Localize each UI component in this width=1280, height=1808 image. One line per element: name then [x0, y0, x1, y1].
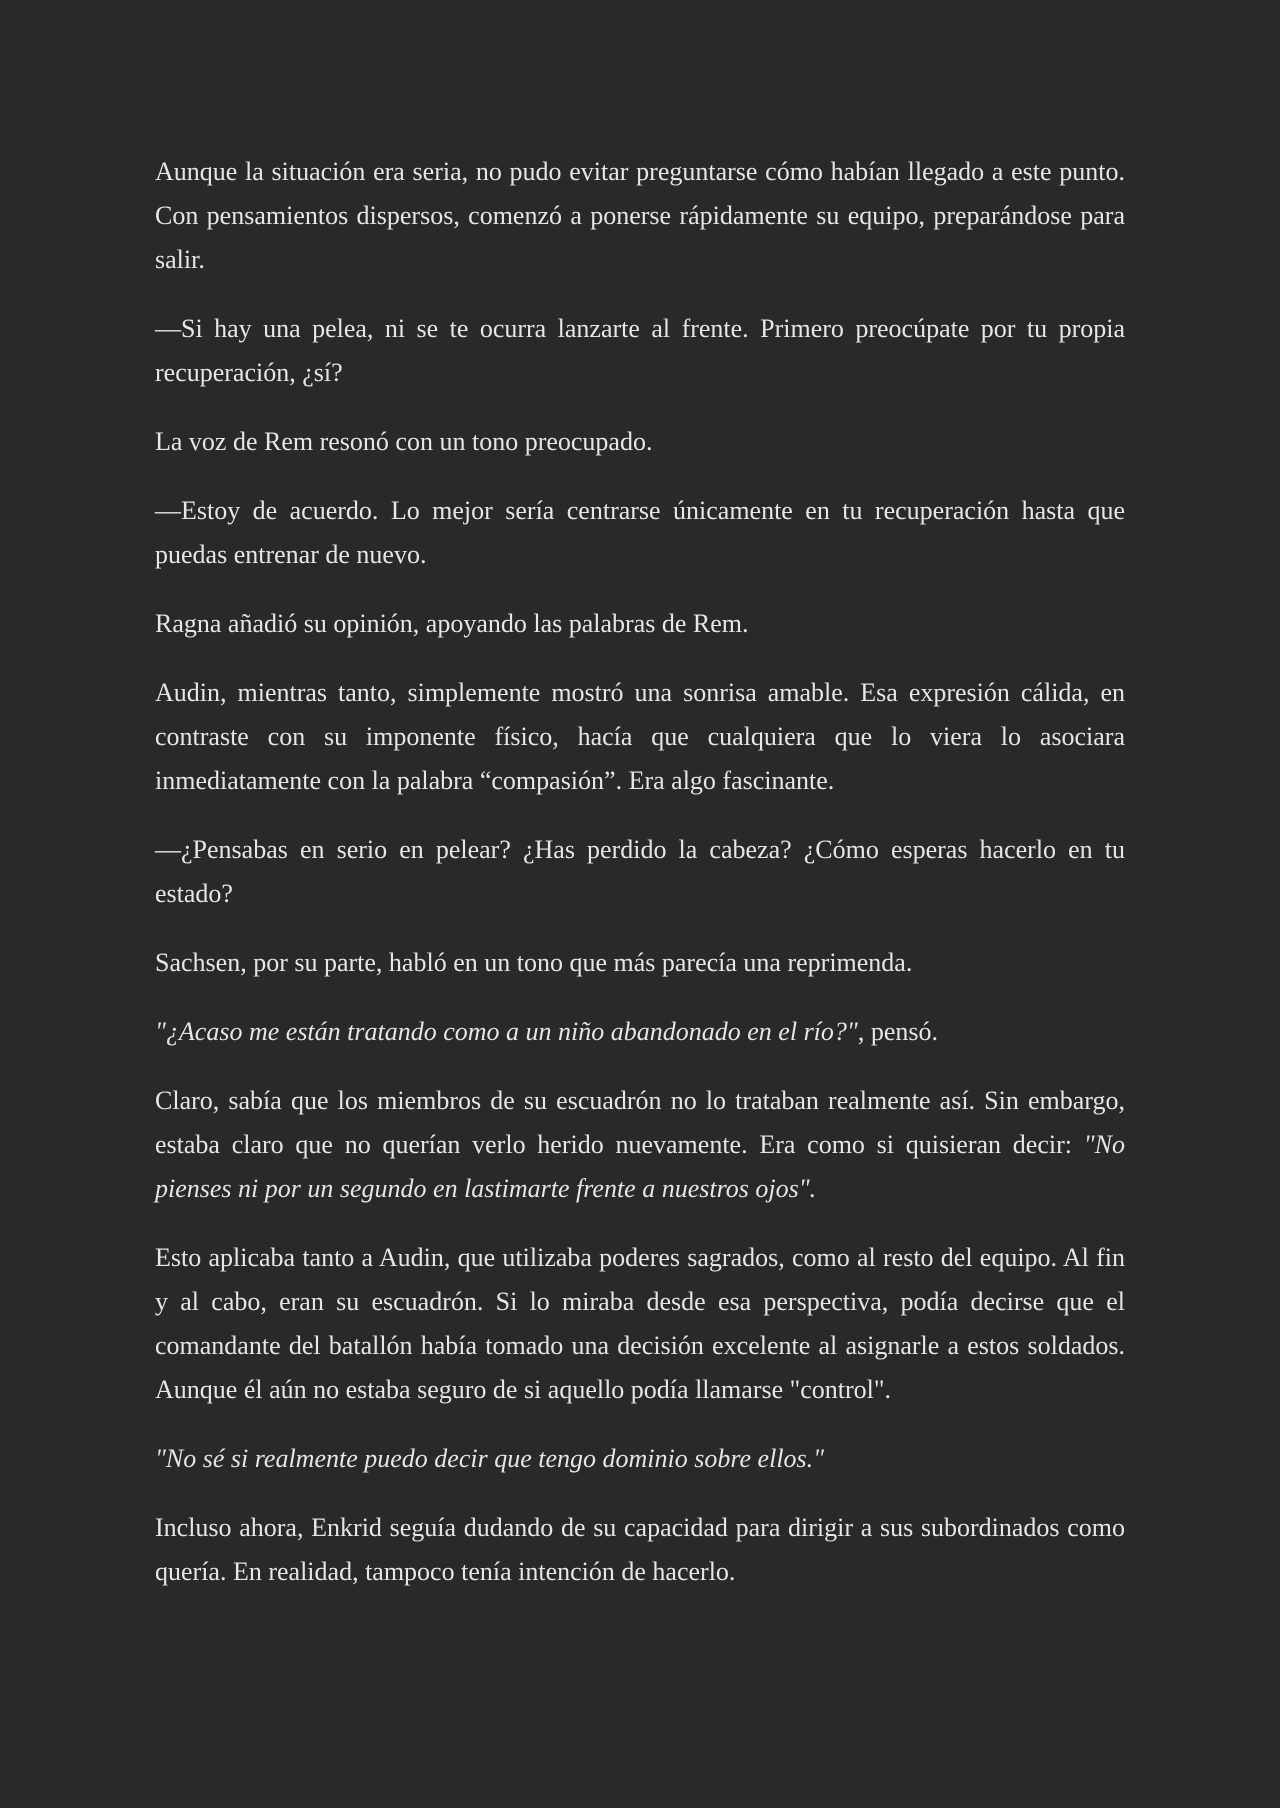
- thought-text: "No pienses ni por un segundo en lastimarte frente a nuestros ojos".: [155, 1130, 1125, 1203]
- paragraph-tail: , pensó.: [857, 1017, 938, 1046]
- paragraph: Aunque la situación era seria, no pudo evitar preguntarse cómo habían llegado a este punto. Con pensamientos dispersos, comenzó a ponerse rápidamente su equipo, preparándose para salir.: [155, 157, 1125, 274]
- paragraph: [155, 1010, 1125, 1054]
- chapter-text: [155, 150, 1125, 1594]
- paragraph: Ragna añadió su opinión, apoyando las palabras de Rem.: [155, 609, 749, 638]
- paragraph: [155, 1437, 1125, 1481]
- paragraph: Esto aplicaba tanto a Audin, que utilizaba poderes sagrados, como al resto del equipo. Al fin y al cabo, eran su escuadrón. Si lo miraba desde esa perspectiva, podía decirse que el comandante del batallón había tomado una decisión excelente al asignarle a estos soldados. Aunque él aún no estaba seguro de si aquello podía llamarse "control".: [155, 1243, 1125, 1404]
- paragraph: [155, 1079, 1125, 1211]
- paragraph: Sachsen, por su parte, habló en un tono que más parecía una reprimenda.: [155, 948, 913, 977]
- paragraph: Audin, mientras tanto, simplemente mostró una sonrisa amable. Esa expresión cálida, en contraste con su imponente físico, hacía que cualquiera que lo viera lo asociara inmediatamente con la palabra “compasión”. Era algo fascinante.: [155, 678, 1125, 795]
- paragraph: —Si hay una pelea, ni se te ocurra lanzarte al frente. Primero preocúpate por tu propia recuperación, ¿sí?: [155, 314, 1125, 387]
- thought-text: "No sé si realmente puedo decir que tengo dominio sobre ellos.": [155, 1444, 825, 1473]
- thought-text: "¿Acaso me están tratando como a un niño abandonado en el río?": [155, 1017, 858, 1046]
- paragraph-lead: Claro, sabía que los miembros de su escuadrón no lo trataban realmente así. Sin embargo, estaba claro que no querían verlo herido nuevamente. Era como si quisieran decir:: [155, 1086, 1125, 1159]
- paragraph: Incluso ahora, Enkrid seguía dudando de su capacidad para dirigir a sus subordinados como quería. En realidad, tampoco tenía intención de hacerlo.: [155, 1513, 1125, 1586]
- paragraph: —Estoy de acuerdo. Lo mejor sería centrarse únicamente en tu recuperación hasta que puedas entrenar de nuevo.: [155, 496, 1125, 569]
- paragraph: —¿Pensabas en serio en pelear? ¿Has perdido la cabeza? ¿Cómo esperas hacerlo en tu estado?: [155, 835, 1125, 908]
- paragraph: La voz de Rem resonó con un tono preocupado.: [155, 427, 653, 456]
